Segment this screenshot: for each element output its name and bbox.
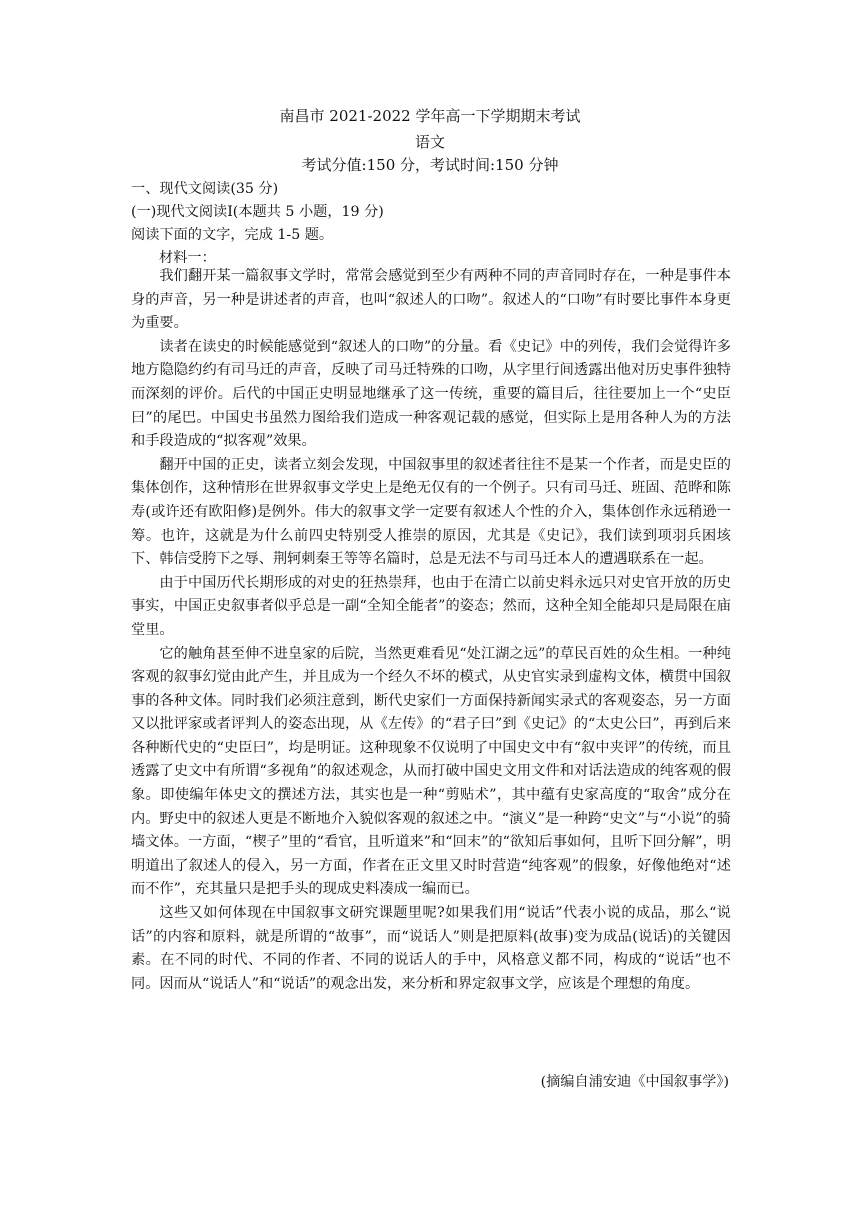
section-heading: 一、现代文阅读(35 分) (131, 181, 279, 197)
passage-body (131, 265, 731, 996)
instruction-text: 阅读下面的文字，完成 1-5 题。 (131, 227, 334, 243)
paragraph: 读者在读史的时候能感觉到“叙述人的口吻”的分量。看《史记》中的列传，我们会觉得许多地方隐隐约约有司马迁的声音，反映了司马迁特殊的口吻，从字里行间透露出他对历史事件独特而深刻的评价。后代的中国正史明显地继承了这一传统，重要的篇目后，往往要加上一个“史臣曰”的尾巴。中国史书虽然力图给我们造成一种客观记载的感觉，但实际上是用各种人为的方法和手段造成的“拟客观”效果。 (131, 338, 731, 450)
paragraph: 我们翻开某一篇叙事文学时，常常会感觉到至少有两种不同的声音同时存在，一种是事件本身的声音，另一种是讲述者的声音，也叫“叙述人的口吻”。叙述人的“口吻”有时要比事件本身更为重要。 (131, 268, 731, 332)
exam-title: 南昌市 2021-2022 学年高一下学期期末考试 (279, 107, 581, 125)
source-citation: (摘编自浦安迪《中国叙事学》) (540, 1074, 729, 1090)
section-subheading: (一)现代文阅读Ⅰ(本题共 5 小题，19 分) (131, 204, 384, 220)
paragraph: 由于中国历代长期形成的对史的狂热崇拜，也由于在清亡以前史料永远只对史官开放的历史事实，中国正史叙事者似乎总是一副“全知全能者”的姿态；然而，这种全知全能却只是局限在庙堂里。 (131, 574, 731, 638)
exam-subject: 语文 (414, 133, 445, 151)
material-label: 材料一： (159, 250, 216, 266)
exam-meta: 考试分值:150 分，考试时间:150 分钟 (301, 156, 559, 174)
paragraph: 它的触角甚至伸不进皇家的后院，当然更难看见“处江湖之远”的草民百姓的众生相。一种纯客观的叙事幻觉由此产生，并且成为一个经久不坏的模式，从史官实录到虚构文体，横贯中国叙事的各种文体。同时我们必须注意到，断代史家们一方面保持新闻实录式的客观姿态，另一方面又以批评家或者评判人的姿态出现，从《左传》的“君子曰”到《史记》的“太史公曰”，再到后来各种断代史的“史臣曰”，均是明证。这种现象不仅说明了中国史文中有“叙中夹评”的传统，而且透露了史文中有所谓“多视角”的叙述观念，从而打破中国史文用文件和对话法造成的纯客观的假象。即使编年体史文的撰述方法，其实也是一种“剪贴术”，其中蕴有史家高度的“取舍”成分在内。野史中的叙述人更是不断地介入貌似客观的叙述之中。“演义”是一种跨“史文”与“小说”的骑墙文体。一方面，“楔子”里的“看官，且听道来”和“回末”的“欲知后事如何，且听下回分解”，明明道出了叙述人的侵入，另一方面，作者在正文里又时时营造“纯客观”的假象，好像他绝对“述而不作”，充其量只是把手头的现成史料凑成一编而已。 (131, 645, 731, 898)
paragraph: 这些又如何体现在中国叙事文研究课题里呢?如果我们用“说话”代表小说的成品，那么“说话”的内容和原料，就是所谓的“故事”，而“说话人”则是把原料(故事)变为成品(说话)的关键因素。在不同的时代、不同的作者、不同的说话人的手中，风格意义都不同，构成的“说话”也不同。因而从“说话人”和“说话”的观念出发，来分析和界定叙事文学，应该是个理想的角度。 (131, 905, 731, 992)
paragraph: 翻开中国的正史，读者立刻会发现，中国叙事里的叙述者往往不是某一个作者，而是史臣的集体创作，这种情形在世界叙事文学史上是绝无仅有的一个例子。只有司马迁、班固、范晔和陈寿(或许还有欧阳修)是例外。伟大的叙事文学一定要有叙述人个性的介入，集体创作永远稍逊一筹。也许，这就是为什么前四史特别受人推崇的原因，尤其是《史记》，我们读到项羽兵困垓下、韩信受胯下之辱、荆轲刺秦王等等名篇时，总是无法不与司马迁本人的遭遇联系在一起。 (131, 456, 731, 568)
